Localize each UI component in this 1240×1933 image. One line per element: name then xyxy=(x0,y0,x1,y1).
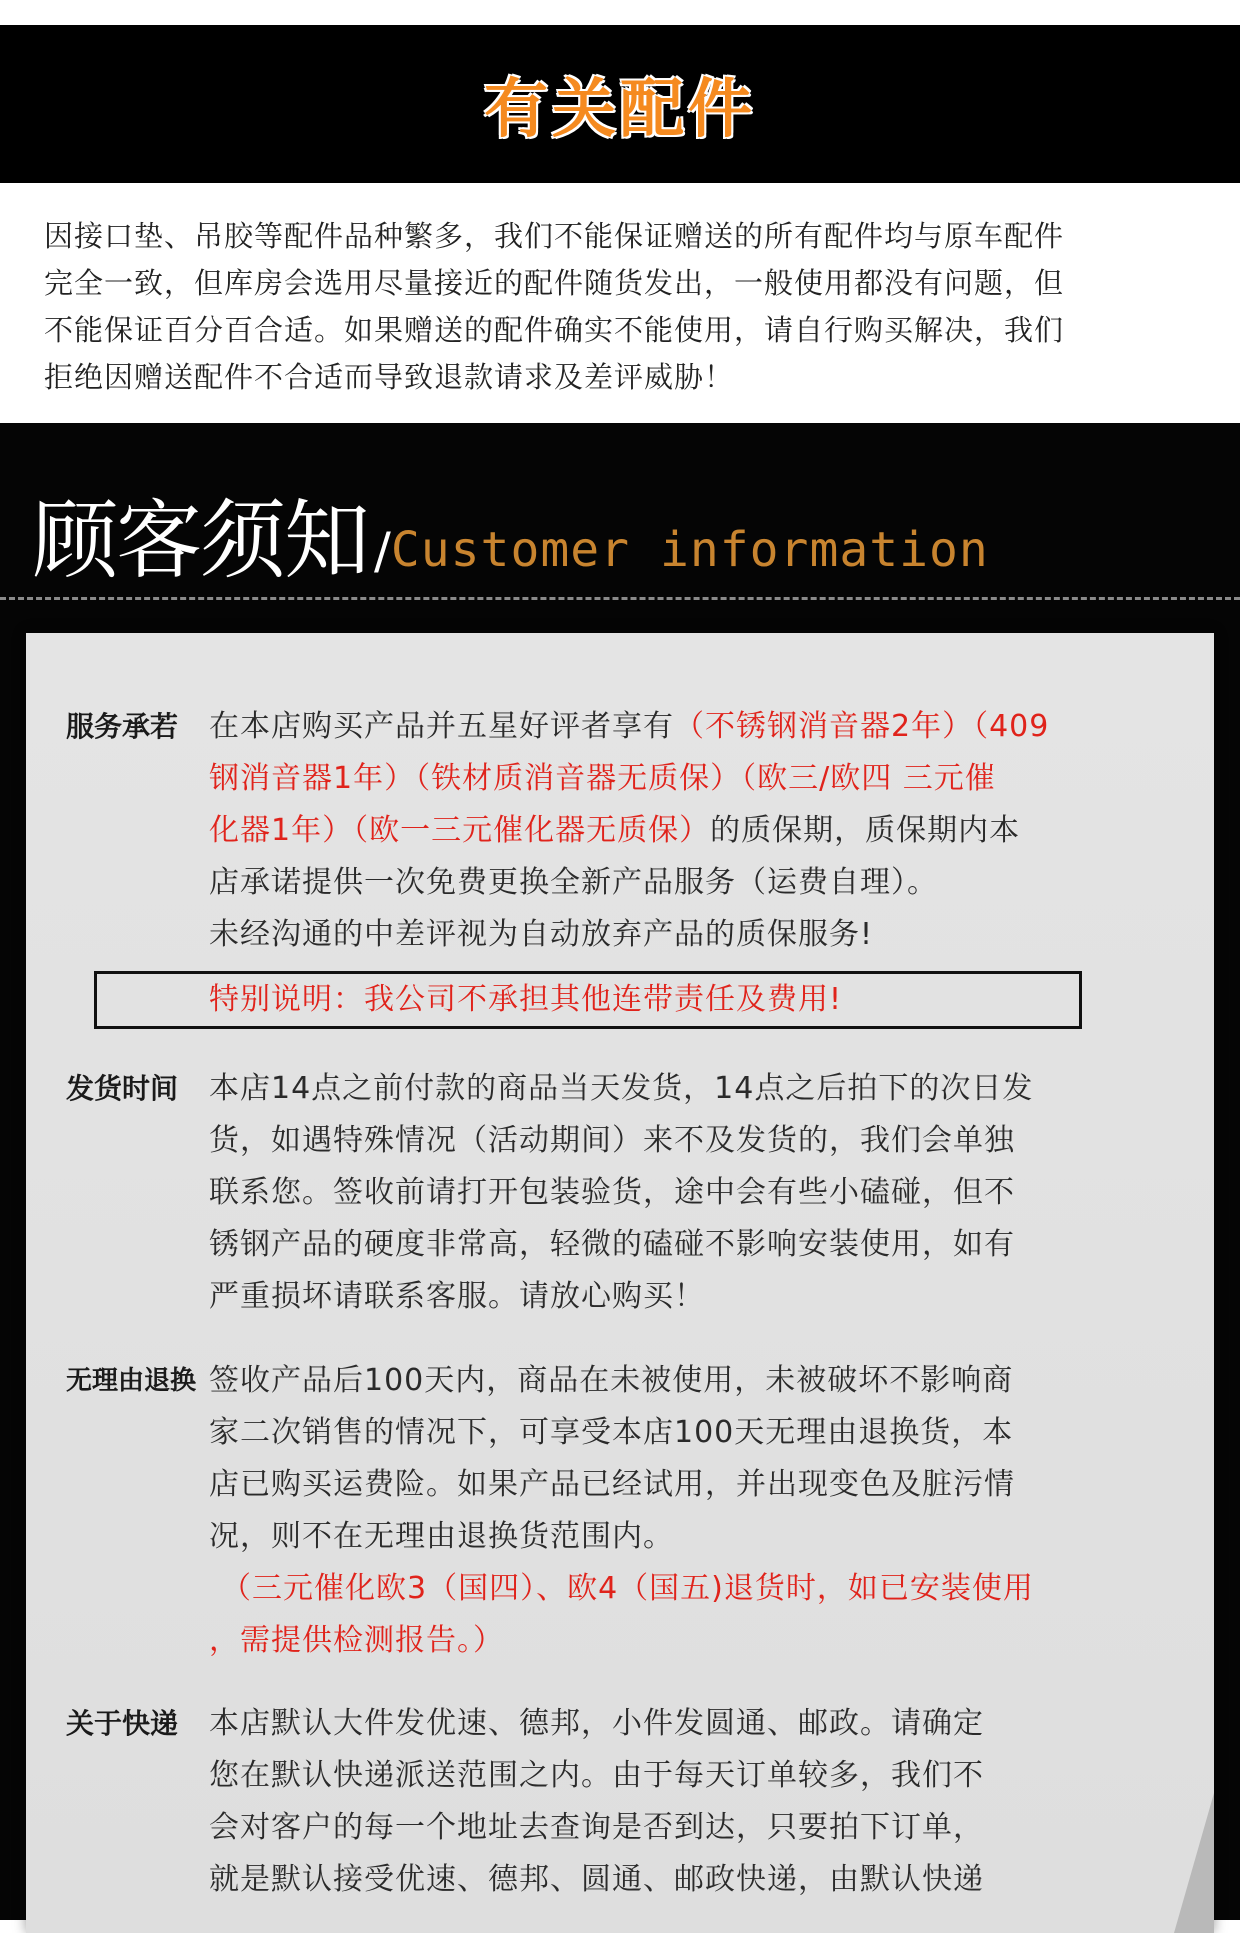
returns-red-line: ，需提供检测报告。） xyxy=(209,1623,504,1658)
service-warranty-red: 化器1年）（欧一三元催化器无质保） xyxy=(209,813,711,848)
express-line: 本店默认大件发优速、德邦，小件发圆通、邮政。请确定 xyxy=(209,1706,984,1741)
express-line: 您在默认快递派送范围之内。由于每天订单较多，我们不 xyxy=(209,1758,984,1793)
service-text xyxy=(209,701,1189,961)
returns-line: 店已购买运费险。如果产品已经试用，并出现变色及脏污情 xyxy=(209,1467,1015,1502)
notice-heading-cn: 顾客须知 xyxy=(32,491,368,591)
returns-line: 况，则不在无理由退换货范围内。 xyxy=(209,1519,674,1554)
express-line: 就是默认接受优速、德邦、圆通、邮政快递，由默认快递 xyxy=(209,1862,984,1897)
express-label: 关于快递 xyxy=(66,1707,179,1740)
service-label: 服务承若 xyxy=(66,710,179,743)
service-text-part: 在本店购买产品并五星好评者享有 xyxy=(209,709,674,744)
notice-panel xyxy=(26,633,1214,1933)
shipping-text xyxy=(209,1063,1189,1323)
returns-line: 签收产品后100天内，商品在未被使用，未被破坏不影响商 xyxy=(209,1363,1014,1398)
notice-heading-en: Customer information xyxy=(390,522,989,578)
service-warranty-red: （不锈钢消音器2年）（409 xyxy=(674,709,1050,744)
shipping-line: 货，如遇特殊情况（活动期间）来不及发货的，我们会单独 xyxy=(209,1123,1015,1158)
dashed-divider xyxy=(0,597,1240,600)
shipping-line: 锈钢产品的硬度非常高，轻微的磕碰不影响安装使用，如有 xyxy=(209,1227,1015,1262)
returns-red-line: （三元催化欧3（国四）、欧4（国五)退货时，如已安装使用 xyxy=(221,1571,1034,1606)
notice-heading xyxy=(32,491,989,591)
page-curl xyxy=(1174,1793,1214,1933)
accessories-section xyxy=(0,183,1240,423)
accessories-title: 有关配件 xyxy=(484,73,756,147)
customer-notice-section xyxy=(0,423,1240,1920)
service-text-part: 店承诺提供一次免费更换全新产品服务（运费自理）。 xyxy=(209,865,938,900)
accessories-line: 拒绝因赠送配件不合适而导致退款请求及差评威胁！ xyxy=(44,360,735,394)
returns-label: 无理由退换 xyxy=(66,1366,197,1396)
shipping-line: 严重损坏请联系客服。请放心购买！ xyxy=(209,1279,705,1314)
accessories-line: 因接口垫、吊胶等配件品种繁多，我们不能保证赠送的所有配件均与原车配件 xyxy=(44,219,1065,253)
accessories-header xyxy=(0,25,1240,183)
returns-line: 家二次销售的情况下，可享受本店100天无理由退换货，本 xyxy=(209,1415,1014,1450)
service-text-part: 未经沟通的中差评视为自动放弃产品的质保服务! xyxy=(209,917,874,952)
shipping-label: 发货时间 xyxy=(66,1072,179,1105)
service-warranty-red: 钢消音器1年）（铁材质消音器无质保）（欧三/欧四 三元催 xyxy=(209,761,996,796)
returns-text xyxy=(209,1355,1189,1667)
notice-heading-slash: / xyxy=(374,522,391,580)
shipping-line: 联系您。签收前请打开包装验货，途中会有些小磕碰，但不 xyxy=(209,1175,1015,1210)
accessories-line: 不能保证百分百合适。如果赠送的配件确实不能使用，请自行购买解决，我们 xyxy=(44,313,1065,347)
special-note-text: 特别说明：我公司不承担其他连带责任及费用! xyxy=(209,982,843,1017)
service-text-part: 的质保期，质保期内本 xyxy=(710,813,1021,848)
shipping-line: 本店14点之前付款的商品当天发货，14点之后拍下的次日发 xyxy=(209,1071,1034,1106)
express-text xyxy=(209,1698,1189,1906)
express-line: 会对客户的每一个地址去查询是否到达，只要拍下订单， xyxy=(209,1810,984,1845)
accessories-text xyxy=(44,213,1204,401)
top-margin xyxy=(0,0,1240,25)
accessories-line: 完全一致，但库房会选用尽量接近的配件随货发出，一般使用都没有问题，但 xyxy=(44,266,1065,300)
